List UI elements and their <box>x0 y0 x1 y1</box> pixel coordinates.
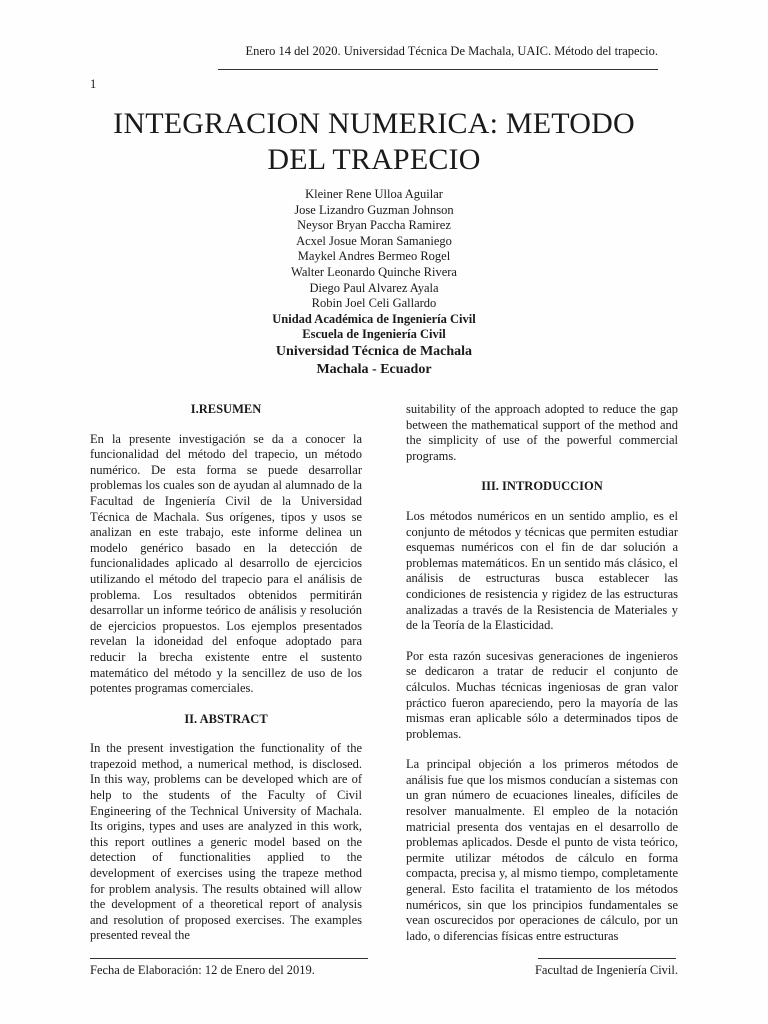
footer-date: Fecha de Elaboración: 12 de Enero del 2019. <box>90 963 315 977</box>
resumen-paragraph: En la presente investigación se da a conocer la funcionalidad del método del trapecio, un método numérico. De esta forma se puede desarrollar problemas los cuales son de ayudan al alumnado de la Facultad de Ingeniería Civil de la Universidad Técnica de Machala. Sus orígenes, tipos y usos se analizan en este trabajo, este informe delinea un modelo genérico basado en la detección de funcionalidades aplicado al desarrollo de ejercicios utilizando el método del trapecio para el análisis de problema. Los resultados obtenidos permitirán desarrollar un informe teórico de análisis y resolución de ejercicios propuestos. Los ejemplos presentados revelan la idoneidad del enfoque adoptado para reducir la brecha existente entre el sustento matemático del método y la sencillez de uso de los potentes programas comerciales. <box>90 431 362 696</box>
author-name: Maykel Andres Bermeo Rogel <box>297 249 451 264</box>
footer-rule-right <box>538 958 676 959</box>
page-number: 1 <box>90 77 97 91</box>
title-line-1: INTEGRACION NUMERICA: METODO <box>113 107 635 140</box>
right-column <box>406 402 678 959</box>
introduccion-paragraph: Por esta razón sucesivas generaciones de ingenieros se dedicaron a tratar de reducir el conjunto de cálculos. Muchas técnicas ingeniosas de gran valor práctico fueron apareciendo, pero la mayoría de las mismas eran aplicable sólo a determinados tipos de problemas. <box>406 648 678 741</box>
section-title-resumen: I.RESUMEN <box>190 402 262 416</box>
abstract-paragraph-continued: suitability of the approach adopted to reduce the gap between the mathematical support of the method and the simplicity of use of the powerful commercial programs. <box>406 402 678 463</box>
affiliation-unit: Unidad Académica de Ingeniería Civil <box>272 311 476 326</box>
section-title-abstract: II. ABSTRACT <box>184 711 268 726</box>
author-name: Neysor Bryan Paccha Ramirez <box>297 218 451 233</box>
author-block <box>90 187 658 379</box>
author-name: Acxel Josue Moran Samaniego <box>296 233 452 248</box>
section-title-introduccion: III. INTRODUCCION <box>481 479 603 494</box>
affiliation-school: Escuela de Ingeniería Civil <box>302 327 446 342</box>
affiliation-location: Machala - Ecuador <box>316 361 432 377</box>
abstract-paragraph: In the present investigation the functionality of the trapezoid method, a numerical method, is disclosed. In this way, problems can be developed which are of help to the students of the Faculty of Civil Engineering of the Technical University of Machala. Its origins, types and uses are analyzed in this work, this report outlines a generic model based on the detection of functionalities applied to the development of exercises using the trapeze method for problem analysis. The results obtained will allow the development of a theoretical report of analysis and resolution of proposed exercises. The examples presented reveal the <box>90 741 362 943</box>
paper-title <box>90 106 658 178</box>
introduccion-paragraph: Los métodos numéricos en un sentido amplio, es el conjunto de métodos y técnicas que permiten estudiar esquemas numéricos con el fin de dar solución a problemas matemáticos. En un sentido más clásico, el análisis de estructuras busca establecer las condiciones de resistencia y rigidez de las estructuras analizadas a través de la Resistencia de Materiales y de la Teoría de la Elasticidad. <box>406 508 678 633</box>
footer-faculty: Facultad de Ingeniería Civil. <box>534 963 678 977</box>
author-name: Jose Lizandro Guzman Johnson <box>294 202 454 217</box>
footer-rule-left <box>90 958 368 959</box>
running-head: Enero 14 del 2020. Universidad Técnica De Machala, UAIC. Método del trapecio. <box>245 44 658 58</box>
affiliation-university: Universidad Técnica de Machala <box>275 343 473 359</box>
author-name: Robin Joel Celi Gallardo <box>311 296 437 311</box>
header-rule <box>218 69 658 70</box>
left-column <box>90 402 362 959</box>
author-name: Walter Leonardo Quinche Rivera <box>291 264 457 279</box>
author-name: Diego Paul Alvarez Ayala <box>309 280 439 295</box>
introduccion-paragraph: La principal objeción a los primeros métodos de análisis fue que los mismos conducían a sistemas con un gran número de ecuaciones lineales, difíciles de resolver manualmente. El empleo de la notación matricial presenta dos ventajas en el desarrollo de problemas aplicados. Desde el punto de vista teórico, permite utilizar métodos de cálculo en forma compacta, precisa y, al mismo tiempo, completamente general. Esto facilita el tratamiento de los métodos numéricos, sin que los principios fundamentales se vean oscurecidos por operaciones de cálculo, por un lado, o diferencias físicas entre estructuras <box>406 757 678 943</box>
title-line-2: DEL TRAPECIO <box>267 143 481 176</box>
author-name: Kleiner Rene Ulloa Aguilar <box>305 187 443 201</box>
